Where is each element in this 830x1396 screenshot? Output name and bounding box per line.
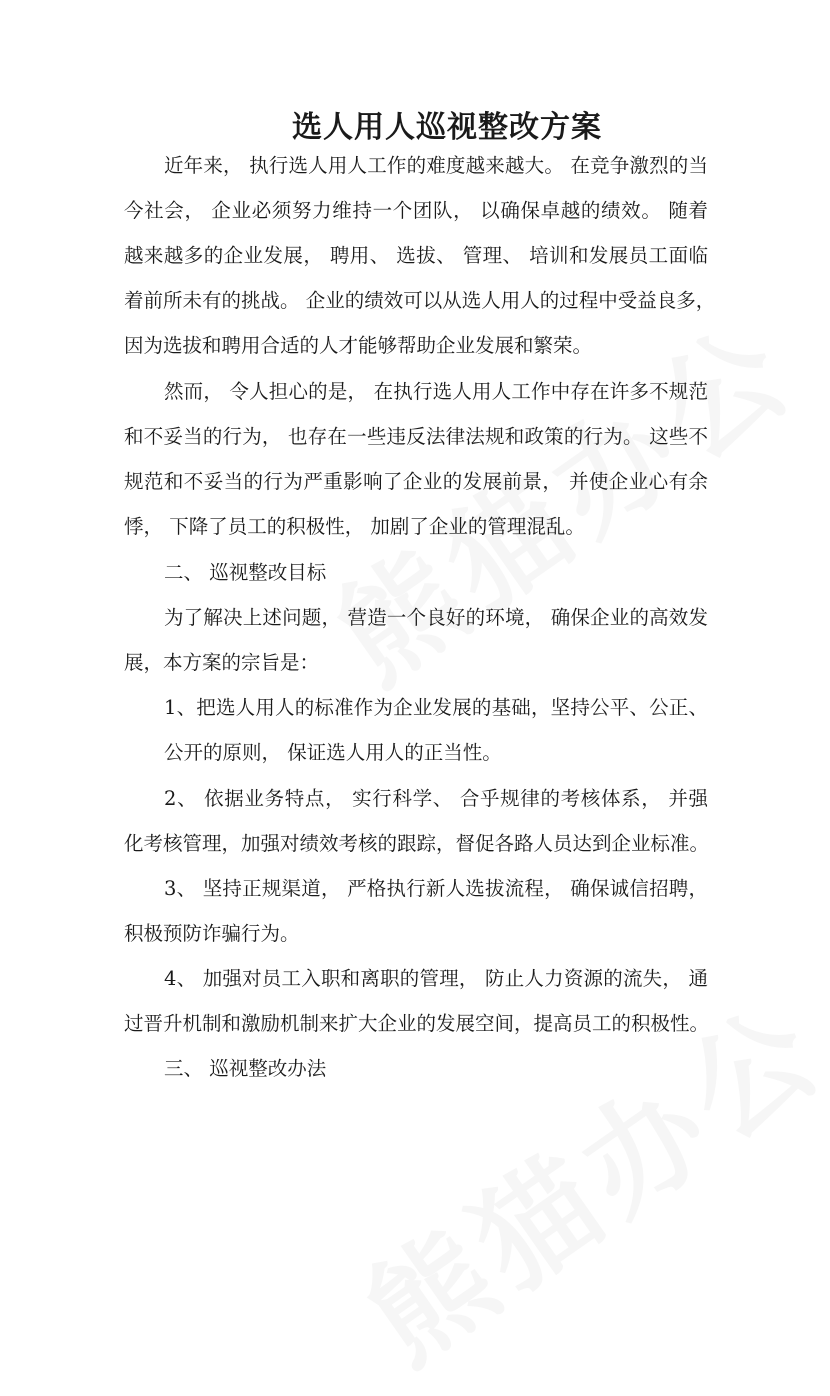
list-item-line: 积极预防诈骗行为。 bbox=[124, 922, 300, 945]
list-item-line: 化考核管理，加强对绩效考核的跟踪，督促各路人员达到企业标准。 bbox=[124, 832, 710, 855]
paragraph-line: 和不妥当的行为， 也存在一些违反法律法规和政策的行为。 这些不 bbox=[124, 425, 708, 448]
section-heading: 二、 巡视整改目标 bbox=[164, 561, 327, 584]
paragraph-line: 为了解决上述问题， 营造一个良好的环境， 确保企业的高效发 bbox=[164, 606, 708, 629]
paragraph-line: 越来越多的企业发展， 聘用、 选拔、 管理、 培训和发展员工面临 bbox=[124, 244, 708, 267]
list-item-line: 3、 坚持正规渠道， 严格执行新人选拔流程， 确保诚信招聘， bbox=[164, 877, 708, 900]
list-item-line: 4、 加强对员工入职和离职的管理， 防止人力资源的流失， 通 bbox=[164, 967, 708, 990]
paragraph-line: 着前所未有的挑战。 企业的绩效可以从选人用人的过程中受益良多， bbox=[124, 289, 716, 312]
document-title: 选人用人巡视整改方案 bbox=[292, 110, 602, 145]
paragraph-line: 规范和不妥当的行为严重影响了企业的发展前景， 并使企业心有余 bbox=[124, 470, 708, 493]
list-item-line: 1、把选人用人的标准作为企业发展的基础，坚持公平、公正、 bbox=[164, 696, 708, 719]
paragraph-line: 今社会， 企业必须努力维持一个团队， 以确保卓越的绩效。 随着 bbox=[124, 199, 708, 222]
list-item-line: 公开的原则， 保证选人用人的正当性。 bbox=[164, 741, 502, 764]
paragraph-line: 悸， 下降了员工的积极性， 加剧了企业的管理混乱。 bbox=[124, 515, 585, 538]
list-item-line: 过晋升机制和激励机制来扩大企业的发展空间，提高员工的积极性。 bbox=[124, 1012, 710, 1035]
section-heading: 三、 巡视整改办法 bbox=[164, 1057, 327, 1080]
paragraph-line: 因为选拔和聘用合适的人才能够帮助企业发展和繁荣。 bbox=[124, 334, 593, 357]
paragraph-line: 然而， 令人担心的是， 在执行选人用人工作中存在许多不规范 bbox=[164, 380, 708, 403]
paragraph-line: 近年来， 执行选人用人工作的难度越来越大。 在竞争激烈的当 bbox=[164, 154, 708, 177]
list-item-line: 2、 依据业务特点， 实行科学、 合乎规律的考核体系， 并强 bbox=[164, 787, 708, 810]
paragraph-line: 展，本方案的宗旨是： bbox=[124, 651, 320, 674]
